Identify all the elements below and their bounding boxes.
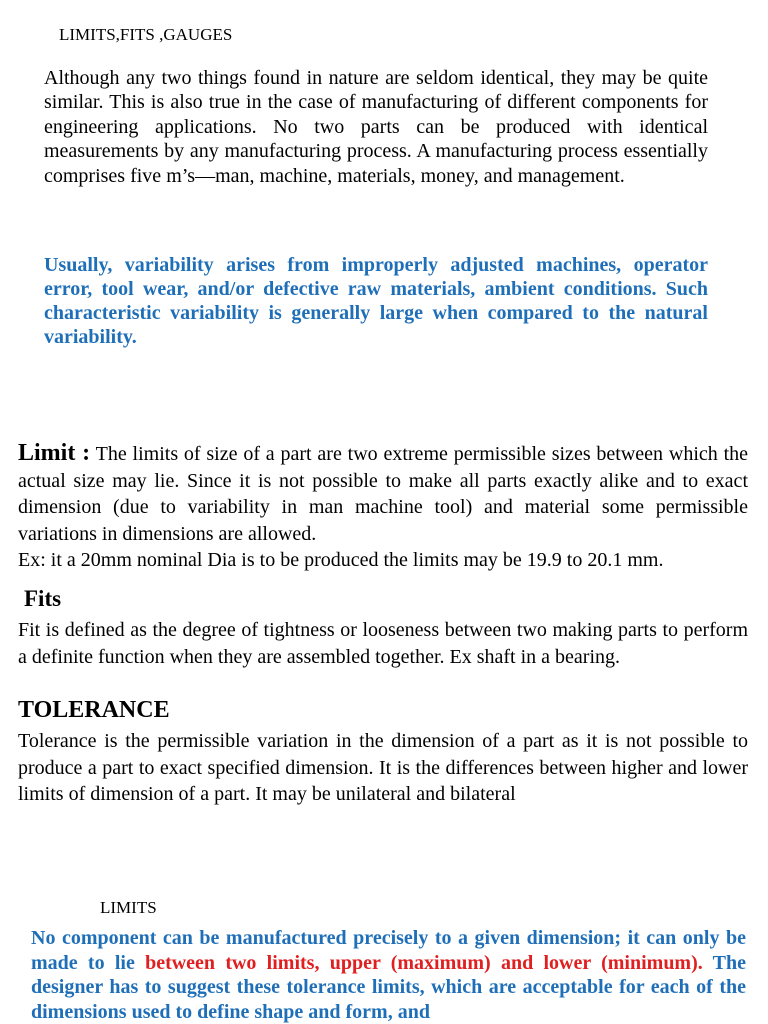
intro-paragraph: Although any two things found in nature are seldom identical, they may be quite similar. This is also true in the case of manufacturing of different components for engineering applications. No two parts can be produced with identical measurements by any manufacturing process. A manufacturing process essentially comprises five m’s—man, machine, materials, money, and management.	[44, 67, 708, 187]
tolerance-heading: TOLERANCE	[18, 697, 170, 723]
tolerance-paragraph: Tolerance is the permissible variation in the dimension of a part as it is not possible to produce a part to exact specified dimension. It is the differences between higher and lower limits of dimension of a part. It may be unilateral and bilateral	[18, 730, 748, 805]
limits-paragraph	[31, 926, 746, 1024]
limits-text-after: The designer has to suggest these tolerance limits, which are acceptable for each of the dimensions used to define shape and form, and	[31, 951, 746, 1023]
variability-paragraph: Usually, variability arises from improperly adjusted machines, operator error, tool wear, and/or defective raw materials, ambient conditions. Such characteristic variability is generally large when compared to the natural variability.	[44, 254, 708, 348]
fits-paragraph: Fit is defined as the degree of tightness or looseness between two making parts to perform a definite function when they are assembled together. Ex shaft in a bearing.	[18, 619, 748, 668]
limit-text: The limits of size of a part are two extreme permissible sizes between which the actual size may lie. Since it is not possible to make all parts exactly alike and to exact dimension (due to variability in man machine tool) and material some permissible variations in dimensions are allowed.	[18, 443, 749, 545]
limit-heading: Limit :	[18, 440, 91, 466]
limits-text-highlight: between two limits, upper (maximum) and lower (minimum).	[145, 951, 703, 974]
document-title: LIMITS,FITS ,GAUGES	[59, 25, 233, 44]
limits-text-before: No component can be manufactured precisely to a given dimension; it can only be made to lie	[31, 927, 746, 974]
limit-example: Ex: it a 20mm nominal Dia is to be produced the limits may be 19.9 to 20.1 mm.	[18, 549, 664, 571]
limits-heading: LIMITS	[100, 898, 157, 917]
fits-heading: Fits	[24, 586, 62, 611]
limit-section	[18, 440, 748, 574]
